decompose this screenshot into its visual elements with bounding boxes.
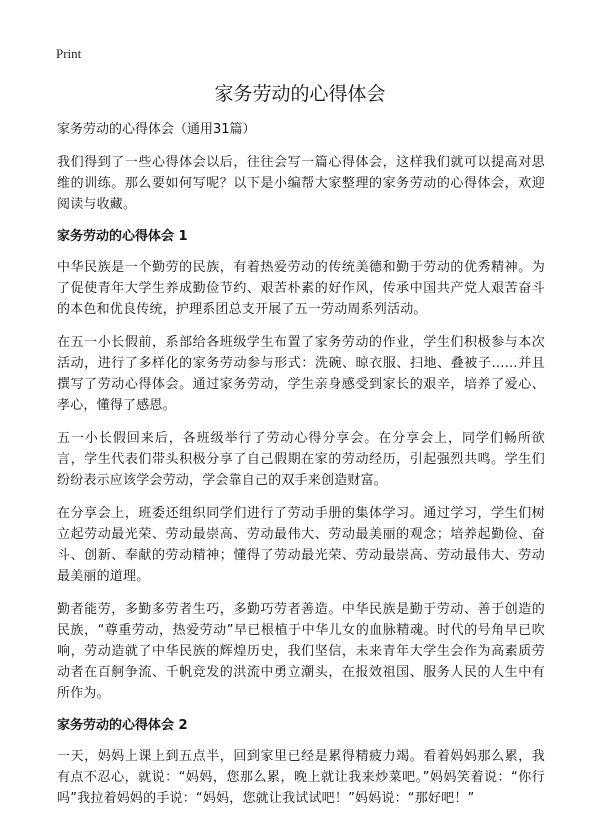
intro-paragraph: 我们得到了一些心得体会以后，往往会写一篇心得体会，这样我们就可以提高对思维的训练。那么要如何写呢？以下是小编帮大家整理的家务劳动的心得体会，欢迎阅读与收藏。 [57, 155, 545, 212]
section-1-paragraph-3: 五一小长假回来后，各班级举行了劳动心得分享会。在分享会上，同学们畅所欲言，学生代表们带头积极分享了自己假期在家的劳动经历，引起强烈共鸣。学生们纷纷表示应该学会劳动，学会靠自己的双手来创造财富。 [57, 431, 545, 488]
section-2-paragraph-1: 一天，妈妈上课上到五点半，回到家里已经是累得精疲力竭。看着妈妈那么累，我有点不忍心，就说：“妈妈，您那么累，晚上就让我来炒菜吧。”妈妈笑着说：“你行吗”我拉着妈妈的手说：“妈妈，您就让我试试吧！”妈妈说：“那好吧！” [57, 749, 545, 806]
section-1-paragraph-1: 中华民族是一个勤劳的民族，有着热爱劳动的传统美德和勤于劳动的优秀精神。为了促使青年大学生养成勤俭节约、艰苦朴素的好作风，传承中国共产党人艰苦奋斗的本色和优良传统，护理系团总支开展了五一劳动周系列活动。 [57, 260, 545, 317]
document-body [57, 120, 545, 821]
section-heading-2: 家务劳动的心得体会 2 [57, 718, 188, 733]
print-link[interactable]: Print [56, 46, 82, 61]
document-subtitle: 家务劳动的心得体会（通用31篇） [57, 122, 256, 137]
page-title: 家务劳动的心得体会 [214, 83, 386, 105]
section-1-paragraph-2: 在五一小长假前，系部给各班级学生布置了家务劳动的作业，学生们积极参与本次活动，进行了多样化的家务劳动参与形式：洗碗、晾衣服、扫地、叠被子……并且撰写了劳动心得体会。通过家务劳动，学生亲身感受到家长的艰辛，培养了爱心、孝心，懂得了感恩。 [57, 335, 545, 413]
section-1-paragraph-4: 在分享会上，班委还组织同学们进行了劳动手册的集体学习。通过学习，学生们树立起劳动最光荣、劳动最崇高、劳动最伟大、劳动最美丽的观念；培养起勤俭、奋斗、创新、奉献的劳动精神；懂得了劳动最光荣、劳动最崇高、劳动最伟大、劳动最美丽的道理。 [57, 506, 545, 584]
section-1-paragraph-5: 勤者能劳，多勤多劳者生巧，多勤巧劳者善造。中华民族是勤于劳动、善于创造的民族，“尊重劳动，热爱劳动”早已根植于中华儿女的血脉精魂。时代的号角早已吹响，劳动造就了中华民族的辉煌历史，我们坚信，未来青年大学生会作为高素质劳动者在百舸争流、千帆竞发的洪流中勇立潮头，在报效祖国、服务人民的人生中有所作为。 [57, 602, 545, 701]
section-heading-1: 家务劳动的心得体会 1 [57, 229, 188, 244]
